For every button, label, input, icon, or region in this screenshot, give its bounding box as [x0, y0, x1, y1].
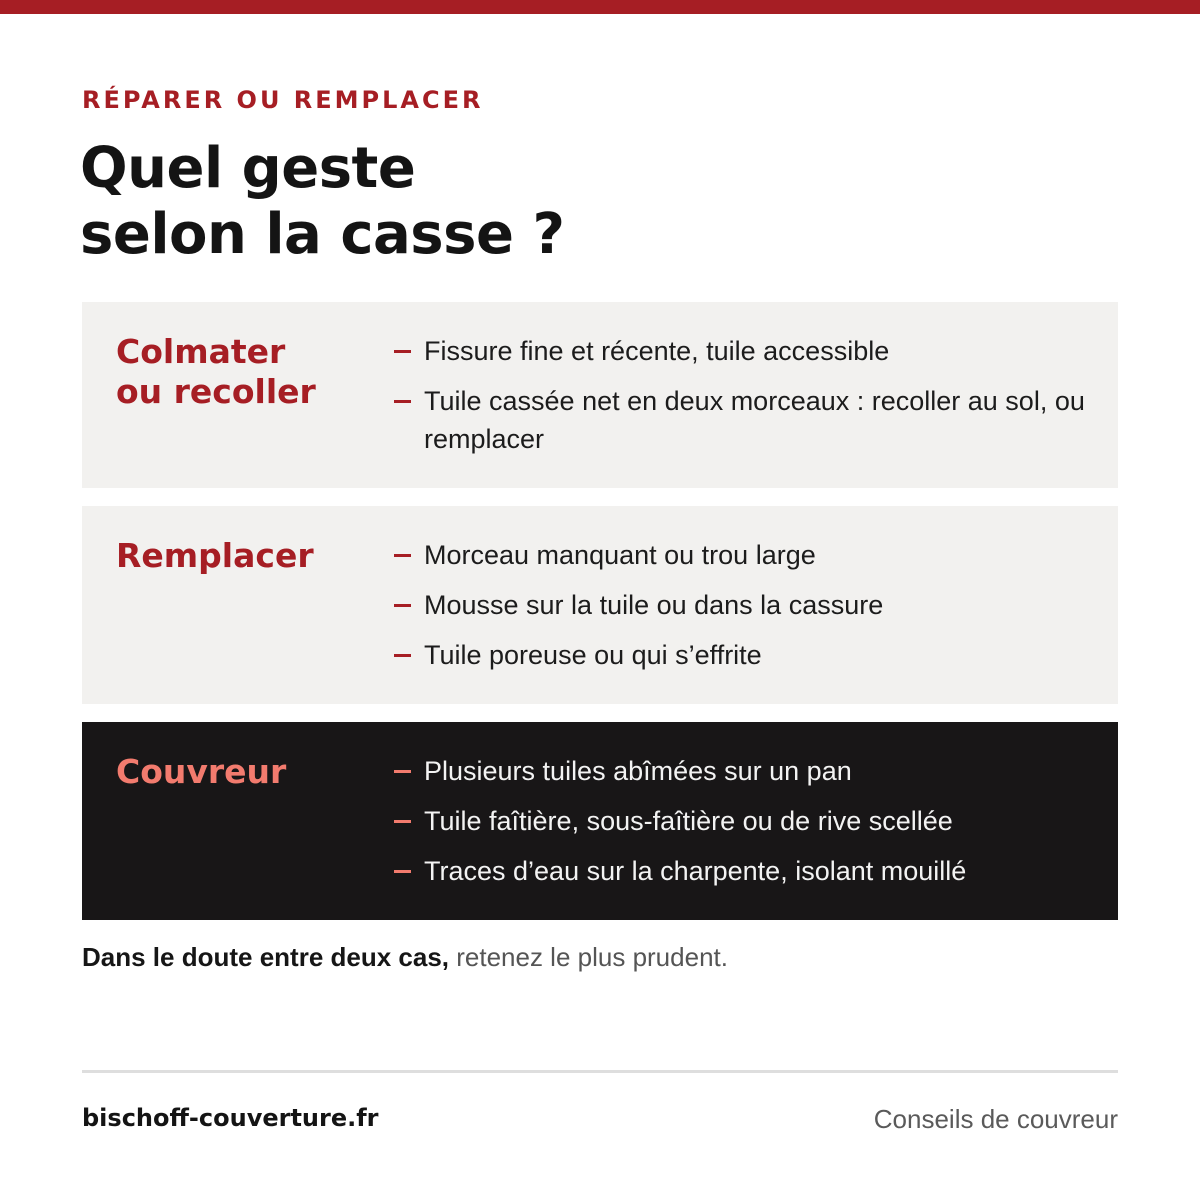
card-couvreur: [82, 722, 1118, 920]
list-item-text: Tuile poreuse ou qui s’effrite: [424, 640, 762, 670]
card-items: [394, 752, 1086, 890]
footer-divider: [82, 1070, 1118, 1073]
dash-icon: [394, 820, 411, 823]
dash-icon: [394, 554, 411, 557]
footer-tagline: Conseils de couvreur: [873, 1104, 1118, 1134]
card-colmater: [82, 302, 1118, 488]
advice-note-rest: retenez le plus prudent.: [449, 942, 728, 972]
list-item: [394, 752, 1086, 790]
advice-note-bold: Dans le doute entre deux cas,: [82, 942, 450, 972]
dash-icon: [394, 654, 411, 657]
dash-icon: [394, 604, 411, 607]
list-item-text: Plusieurs tuiles abîmées sur un pan: [424, 756, 852, 786]
list-item-text: Morceau manquant ou trou large: [424, 540, 816, 570]
list-item: [394, 586, 1086, 624]
card-heading-line-1: Colmater: [116, 332, 286, 371]
list-item: [394, 852, 1086, 890]
top-accent-bar: [0, 0, 1200, 14]
list-item: [394, 802, 1086, 840]
card-heading: [116, 332, 394, 458]
list-item-text: Fissure fine et récente, tuile accessible: [424, 336, 890, 366]
page-title: [80, 136, 564, 268]
list-item: [394, 636, 1086, 674]
card-remplacer: [82, 506, 1118, 704]
decision-cards: [82, 302, 1118, 938]
list-item: [394, 332, 1086, 370]
list-item-text: Tuile faîtière, sous-faîtière ou de rive scellée: [424, 806, 953, 836]
dash-icon: [394, 400, 411, 403]
dash-icon: [394, 770, 411, 773]
card-heading-line-2: ou recoller: [116, 372, 316, 411]
card-heading-line-1: Couvreur: [116, 752, 287, 791]
card-heading: [116, 536, 394, 674]
eyebrow-label: RÉPARER OU REMPLACER: [82, 86, 484, 114]
list-item-text: Traces d’eau sur la charpente, isolant mouillé: [424, 856, 967, 886]
footer-site-link[interactable]: bischoff-couverture.fr: [82, 1104, 379, 1132]
dash-icon: [394, 350, 411, 353]
list-item-text: Mousse sur la tuile ou dans la cassure: [424, 590, 884, 620]
card-items: [394, 536, 1086, 674]
title-line-2: selon la casse ?: [80, 202, 565, 267]
advice-note: [82, 942, 728, 973]
title-line-1: Quel geste: [80, 136, 416, 201]
list-item: [394, 382, 1086, 458]
card-items: [394, 332, 1086, 458]
card-heading-line-1: Remplacer: [116, 536, 314, 575]
dash-icon: [394, 870, 411, 873]
list-item: [394, 536, 1086, 574]
list-item-text: Tuile cassée net en deux morceaux : recoller au sol, ou remplacer: [424, 386, 1085, 454]
card-heading: [116, 752, 394, 890]
